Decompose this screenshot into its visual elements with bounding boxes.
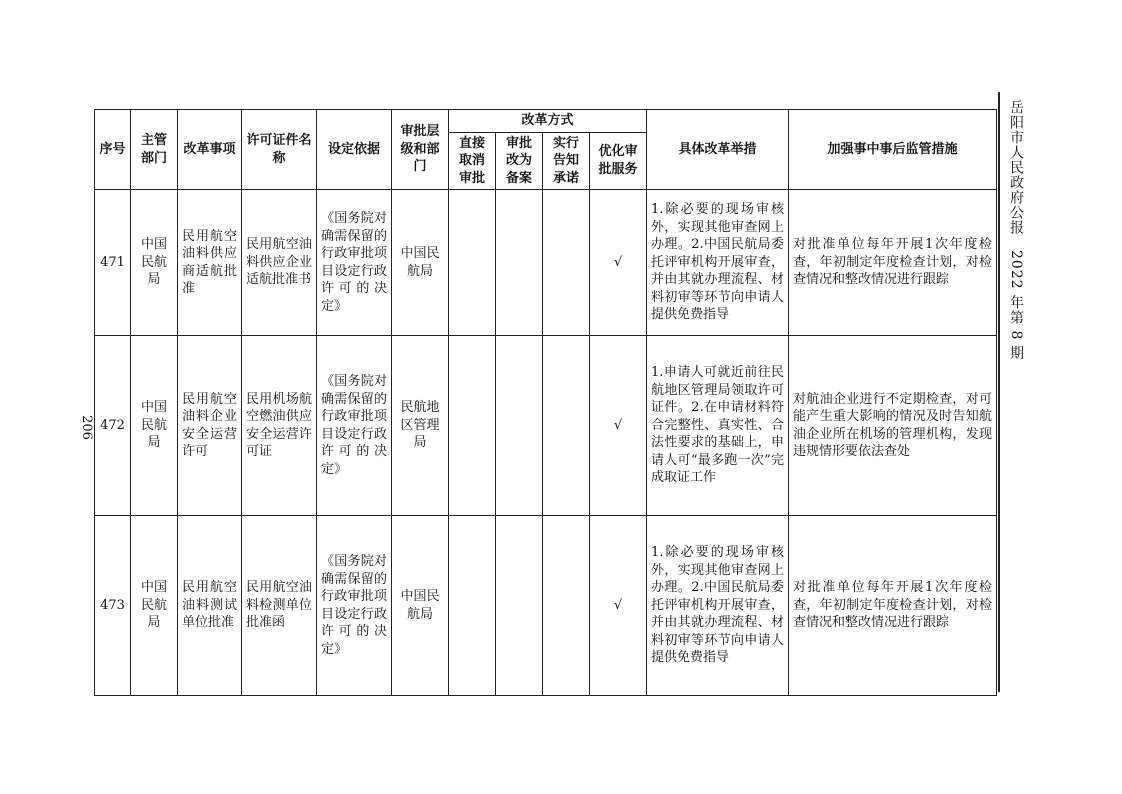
- cell-permit: 民用航空油料检测单位批准函: [242, 516, 317, 696]
- col-seq: 序号: [95, 110, 131, 190]
- col-method-group: 改革方式: [449, 110, 647, 133]
- table-row: [95, 336, 997, 516]
- running-header: [1006, 100, 1026, 361]
- cell-method-cancel: [449, 190, 496, 336]
- col-basis: 设定依据: [317, 110, 392, 190]
- table-row: [95, 516, 997, 696]
- cell-level: 中国民航局: [392, 516, 449, 696]
- col-item: 改革事项: [178, 110, 242, 190]
- publication-title: 岳阳市人民政府公报: [1008, 100, 1024, 235]
- cell-basis: 《国务院对确需保留的行政审批项目设定行政许可的决定》: [317, 190, 392, 336]
- cell-supervision: 对批准单位每年开展1次年度检查，年初制定年度检查计划，对检查情况和整改情况进行跟踪: [789, 190, 997, 336]
- cell-seq: 472: [95, 336, 131, 516]
- reform-table: [94, 109, 997, 696]
- col-supervision: 加强事中事后监管措施: [789, 110, 997, 190]
- cell-basis: 《国务院对确需保留的行政审批项目设定行政许可的决定》: [317, 336, 392, 516]
- cell-permit: 民用航空油料供应企业适航批准书: [242, 190, 317, 336]
- cell-measures: 1.申请人可就近前往民航地区管理局领取许可证件。2.在申请材料符合完整性、真实性、合法性要求的基础上，申请人可“最多跑一次”完成取证工作: [647, 336, 789, 516]
- cell-permit: 民用机场航空燃油供应安全运营许可证: [242, 336, 317, 516]
- cell-method-filing: [496, 516, 543, 696]
- cell-level: 民航地区管理局: [392, 336, 449, 516]
- cell-method-filing: [496, 190, 543, 336]
- cell-supervision: 对航油企业进行不定期检查，对可能产生重大影响的情况及时告知航油企业所在机场的管理机构，发现违规情形要依法查处: [789, 336, 997, 516]
- cell-method-notify: [543, 516, 590, 696]
- cell-item: 民用航空油料供应商适航批准: [178, 190, 242, 336]
- cell-method-cancel: [449, 516, 496, 696]
- cell-method-notify: [543, 190, 590, 336]
- col-permit: 许可证件名称: [242, 110, 317, 190]
- col-method-optimize: 优化审批服务: [590, 132, 647, 190]
- cell-basis: 《国务院对确需保留的行政审批项目设定行政许可的决定》: [317, 516, 392, 696]
- cell-dept: 中国民航局: [131, 336, 178, 516]
- col-level: 审批层级和部门: [392, 110, 449, 190]
- col-dept: 主管部门: [131, 110, 178, 190]
- cell-method-cancel: [449, 336, 496, 516]
- cell-method-notify: [543, 336, 590, 516]
- cell-method-optimize: √: [590, 336, 647, 516]
- cell-item: 民用航空油料测试单位批准: [178, 516, 242, 696]
- col-method-filing: 审批改为备案: [496, 132, 543, 190]
- cell-supervision: 对批准单位每年开展1次年度检查，年初制定年度检查计划，对检查情况和整改情况进行跟踪: [789, 516, 997, 696]
- cell-item: 民用航空油料企业安全运营许可: [178, 336, 242, 516]
- cell-seq: 473: [95, 516, 131, 696]
- page-number: 206: [78, 415, 94, 440]
- table-row: [95, 190, 997, 336]
- cell-method-optimize: √: [590, 516, 647, 696]
- cell-dept: 中国民航局: [131, 190, 178, 336]
- col-method-cancel: 直接取消审批: [449, 132, 496, 190]
- cell-level: 中国民航局: [392, 190, 449, 336]
- cell-measures: 1.除必要的现场审核外，实现其他审查网上办理。2.中国民航局委托评审机构开展审查，并由其就办理流程、材料初审等环节向申请人提供免费指导: [647, 190, 789, 336]
- cell-dept: 中国民航局: [131, 516, 178, 696]
- issue-number: 2022 年第 8 期: [1008, 250, 1024, 361]
- cell-method-optimize: √: [590, 190, 647, 336]
- cell-measures: 1.除必要的现场审核外，实现其他审查网上办理。2.中国民航局委托评审机构开展审查，并由其就办理流程、材料初审等环节向申请人提供免费指导: [647, 516, 789, 696]
- header-rule: [998, 92, 1000, 692]
- col-method-notify: 实行告知承诺: [543, 132, 590, 190]
- cell-seq: 471: [95, 190, 131, 336]
- col-measures: 具体改革举措: [647, 110, 789, 190]
- cell-method-filing: [496, 336, 543, 516]
